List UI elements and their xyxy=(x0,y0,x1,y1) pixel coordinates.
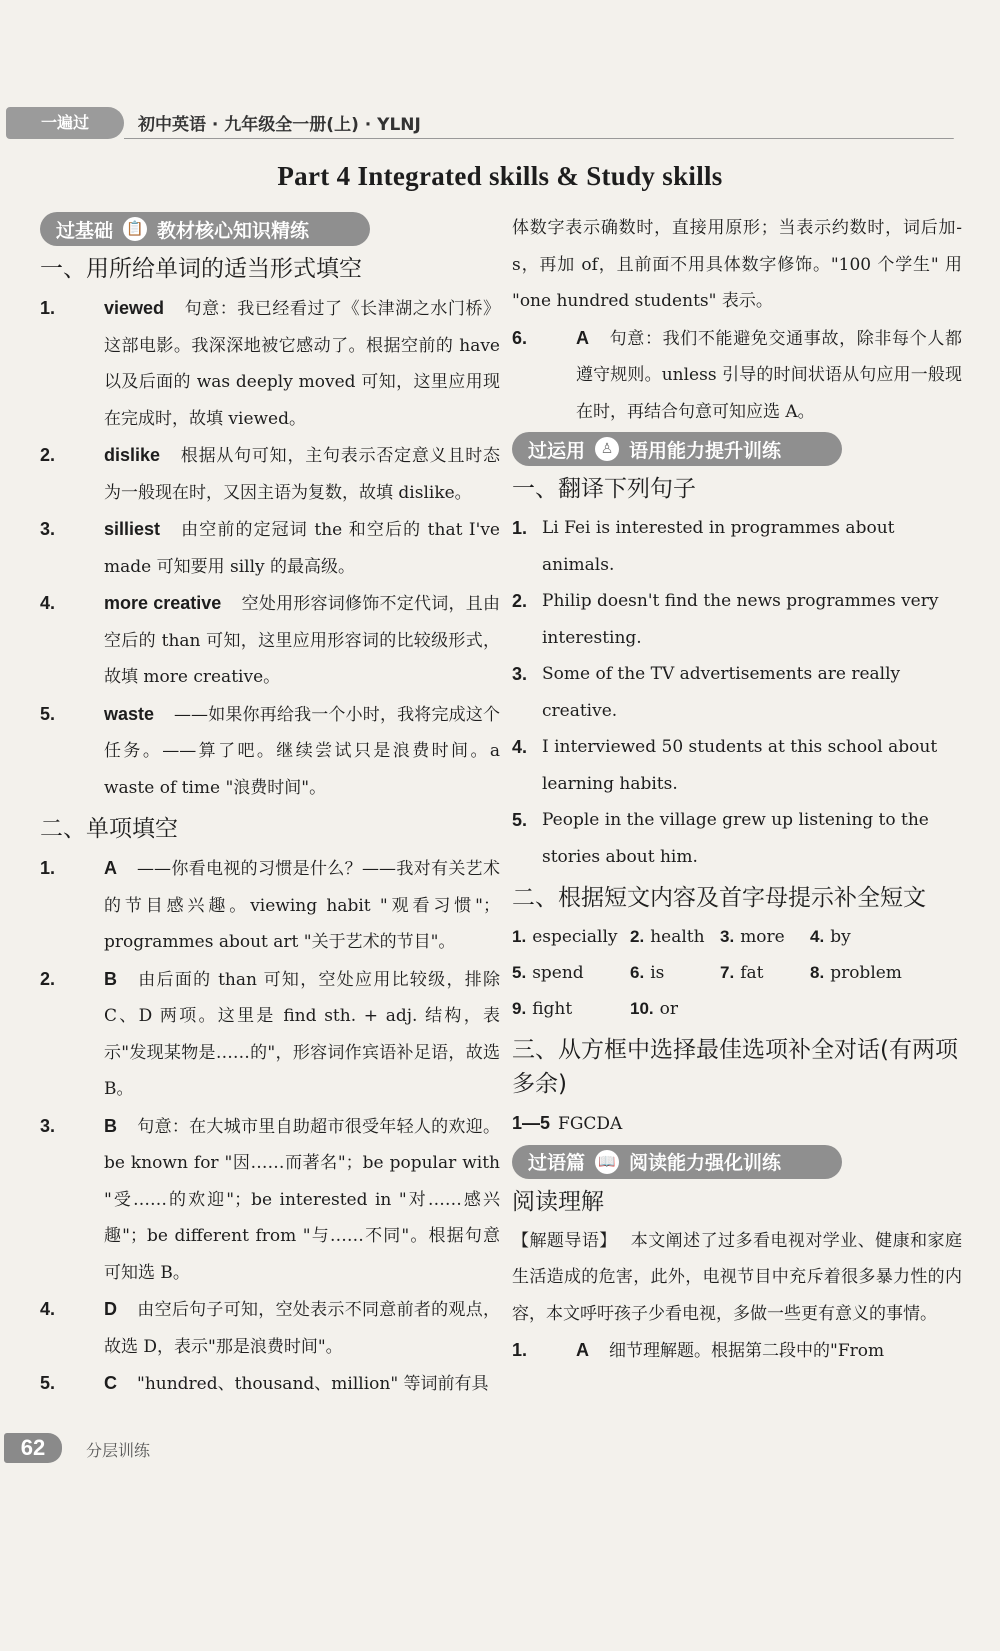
answer: FGCDA xyxy=(558,1114,623,1134)
answer-item xyxy=(40,1108,500,1292)
item-number: 7. xyxy=(720,963,735,982)
item-number: 1. xyxy=(40,298,56,318)
translation: Some of the TV advertisements are really creative. xyxy=(542,664,901,721)
item-number: 2. xyxy=(40,445,56,465)
translation-item xyxy=(512,729,962,802)
item-number: 1. xyxy=(40,858,56,878)
explanation: ——你看电视的习惯是什么？——我对有关艺术的节目感兴趣。viewing habit "观看习惯"；programmes about art "关于艺术的节目"。 xyxy=(104,859,500,952)
item-number: 3. xyxy=(40,1115,56,1136)
item-number: 5. xyxy=(40,1373,56,1393)
translation: People in the village grew up listening to the stories about him. xyxy=(542,810,929,867)
section-heading: 阅读理解 xyxy=(512,1188,604,1215)
guide-text: 本文阐述了过多看电视对学业、健康和家庭生活造成的危害，此外，电视节目中充斥着很多暴力性的内容，本文呼吁孩子少看电视，多做一些更有意义的事情。 xyxy=(512,1230,962,1324)
explanation: "hundred、thousand、million" 等词前有具 xyxy=(137,1374,489,1394)
answer: D xyxy=(104,1299,117,1319)
section-heading: 一、用所给单词的适当形式填空 xyxy=(40,256,362,282)
section-heading: 二、单项填空 xyxy=(40,816,178,842)
item-number: 3. xyxy=(720,927,735,946)
answer-item xyxy=(40,961,500,1108)
word: is xyxy=(650,963,665,983)
banner-reading xyxy=(512,1145,842,1179)
word: by xyxy=(830,927,851,947)
answer-item xyxy=(40,696,500,807)
answer: A xyxy=(576,327,589,348)
translation-item xyxy=(512,802,962,875)
translation-item xyxy=(512,583,962,656)
word: spend xyxy=(532,963,584,983)
item-number: 3. xyxy=(512,664,528,684)
answer-item xyxy=(40,1291,500,1365)
answer-item xyxy=(512,1332,962,1370)
explanation: 句意：在大城市里自助超市很受年轻人的欢迎。be known for "因……而著名"；be popular with "受……的欢迎"；be interested in "对……感兴趣"；be different from "与……不同"。根据句意可知选 B。 xyxy=(104,1116,500,1283)
answer: A xyxy=(104,858,117,878)
banner-basics xyxy=(40,212,370,246)
word: problem xyxy=(830,963,902,983)
translation-item xyxy=(512,510,962,583)
section-heading: 二、根据短文内容及首字母提示补全短文 xyxy=(512,885,926,911)
guide-label: 【解题导语】 xyxy=(512,1230,617,1251)
fill-answer xyxy=(720,955,810,991)
translation: I interviewed 50 students at this school about learning habits. xyxy=(542,737,938,794)
brand-logo: 一遍过 xyxy=(6,107,124,139)
banner-title: 语用能力提升训练 xyxy=(629,439,782,462)
item-number: 6. xyxy=(630,963,645,982)
item-number: 5. xyxy=(40,703,56,724)
fill-answer xyxy=(630,919,720,955)
book-icon: 📖 xyxy=(595,1150,619,1174)
fill-answer xyxy=(720,919,810,955)
answer-item xyxy=(40,290,500,437)
reading-guide xyxy=(512,1223,962,1333)
item-number: 6. xyxy=(512,327,528,348)
explanation: ——如果你再给我一个小时，我将完成这个任务。——算了吧。继续尝试只是浪费时间。a waste of time "浪费时间"。 xyxy=(104,704,500,798)
answer-item xyxy=(512,320,962,431)
banner-label: 过基础 xyxy=(56,219,114,242)
page-number: 62 xyxy=(4,1433,62,1463)
item-number: 4. xyxy=(40,1299,56,1319)
fill-answer xyxy=(630,955,720,991)
fill-answer xyxy=(512,919,630,955)
part-title: Part 4 Integrated skills & Study skills xyxy=(277,161,723,191)
explanation: 空处用形容词修饰不定代词，且由空后的 than 可知，这里应用形容词的比较级形式，故填 more creative。 xyxy=(104,594,501,687)
word: especially xyxy=(532,927,618,947)
explanation: 根据从句可知，主句表示否定意义且时态为一般现在时，又因主语为复数，故填 dislike。 xyxy=(104,446,500,503)
answer-item xyxy=(40,1365,500,1403)
chart-icon: ♙ xyxy=(595,437,619,461)
item-number: 5. xyxy=(512,810,528,830)
answer: silliest xyxy=(104,519,161,539)
item-number: 2. xyxy=(512,591,528,611)
fill-answer xyxy=(630,991,720,1027)
item-number: 1. xyxy=(512,518,528,538)
explanation: 由空后句子可知，空处表示不同意前者的观点，故选 D，表示"那是浪费时间"。 xyxy=(104,1300,500,1357)
translation: Philip doesn't find the news programmes very interesting. xyxy=(542,591,939,648)
banner-title: 教材核心知识精练 xyxy=(157,219,310,242)
explanation: 由后面的 than 可知，空处应用比较级，排除 C、D 两项。这里是 find sth. + adj. 结构，表示"发现某物是……的"，形容词作宾语补足语，故选 B。 xyxy=(104,969,500,1099)
explanation: 句意：我们不能避免交通事故，除非每个人都遵守规则。unless 引导的时间状语从句应用一般现在时，再结合句意可知应选 A。 xyxy=(576,328,962,422)
answer-item xyxy=(40,437,500,511)
item-range: 1—5 xyxy=(512,1113,551,1133)
word: more xyxy=(740,927,785,947)
item-number: 9. xyxy=(512,999,527,1018)
clipboard-icon: 📋 xyxy=(123,217,147,241)
fill-answer xyxy=(512,955,630,991)
answer: viewed xyxy=(104,298,165,318)
item-number: 2. xyxy=(630,927,645,946)
answer: more creative xyxy=(104,593,222,613)
section-heading: 一、翻译下列句子 xyxy=(512,476,696,502)
right-column xyxy=(512,210,962,1370)
footer-label: 分层训练 xyxy=(86,1441,151,1460)
item-number: 1. xyxy=(512,927,527,946)
explanation: 细节理解题。根据第二段中的"From xyxy=(609,1341,885,1361)
answer: waste xyxy=(104,703,155,724)
answer: B xyxy=(104,1115,117,1136)
answer: C xyxy=(104,1373,117,1393)
word: or xyxy=(659,999,679,1019)
item-number: 4. xyxy=(810,927,825,946)
fill-answer xyxy=(810,919,940,955)
word: health xyxy=(650,927,705,947)
translation: Li Fei is interested in programmes about animals. xyxy=(542,518,895,575)
translation-item xyxy=(512,656,962,729)
answer: dislike xyxy=(104,445,161,465)
item-number: 4. xyxy=(40,593,56,613)
banner-label: 过运用 xyxy=(528,439,586,462)
explanation: 句意：我已经看过了《长津湖之水门桥》这部电影。我深深地被它感动了。根据空前的 have 以及后面的 was deeply moved 可知，这里应用现在完成时，故填 viewed。 xyxy=(104,299,500,429)
answer-item xyxy=(40,511,500,585)
item-number: 8. xyxy=(810,963,825,982)
banner-title: 阅读能力强化训练 xyxy=(629,1152,782,1174)
banner-application xyxy=(512,432,842,466)
item-number: 10. xyxy=(630,999,654,1018)
left-column xyxy=(40,210,500,1403)
explanation: 由空前的定冠词 the 和空后的 that I've made 可知要用 silly 的最高级。 xyxy=(104,520,500,577)
header-rule xyxy=(124,138,954,139)
section-heading: 三、从方框中选择最佳选项补全对话(有两项多余) xyxy=(512,1037,958,1097)
item-number: 2. xyxy=(40,968,56,989)
fill-answer xyxy=(512,991,630,1027)
answer-item xyxy=(40,585,500,696)
continued-text: 体数字表示确数时，直接用原形；当表示约数时，词后加-s，再加 of，且前面不用具体数字修饰。"100 个学生" 用 "one hundred students" 表示。 xyxy=(512,218,962,311)
book-title: 初中英语 · 九年级全一册(上) · YLNJ xyxy=(138,115,421,135)
page-header xyxy=(0,100,1000,150)
item-number: 3. xyxy=(40,519,56,539)
item-number: 1. xyxy=(512,1340,528,1360)
fill-answers xyxy=(512,919,962,1027)
word: fat xyxy=(740,963,764,983)
item-number: 4. xyxy=(512,737,528,757)
fill-answer xyxy=(810,955,940,991)
word: fight xyxy=(532,999,573,1019)
banner-label: 过语篇 xyxy=(528,1152,586,1174)
answer: A xyxy=(576,1340,589,1360)
answer-item xyxy=(40,850,500,961)
answer: B xyxy=(104,968,117,989)
dialogue-answers xyxy=(512,1105,962,1143)
item-number: 5. xyxy=(512,963,527,982)
